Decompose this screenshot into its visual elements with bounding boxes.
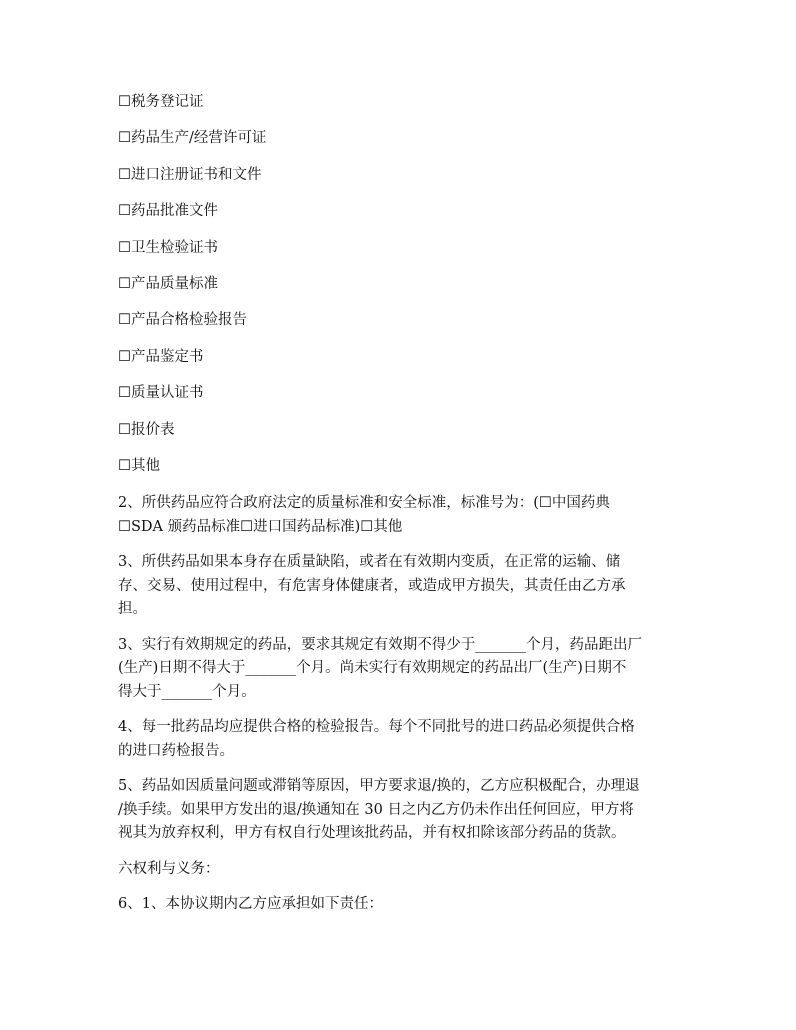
paragraph-expiry-requirement <box>118 634 698 705</box>
checklist-item-inspection-report: ☐产品合格检验报告 <box>118 312 247 329</box>
paragraph-line: /换手续。如果甲方发出的退/换通知在 30 日之内乙方仍未作出任何回应，甲方将 <box>118 801 634 818</box>
document-body <box>118 92 698 929</box>
paragraph-line: 的进口药检报告。 <box>118 742 234 759</box>
paragraph-quality-standard <box>118 492 698 539</box>
section-heading-rights-obligations <box>118 858 698 882</box>
paragraph-line: 视其为放弃权利，甲方有权自行处理该批药品，并有权扣除该部分药品的货款。 <box>118 825 626 842</box>
checklist-item-import-registration: ☐进口注册证书和文件 <box>118 166 262 183</box>
paragraph-line: 4、每一批药品均应提供合格的检验报告。每个不同批号的进口药品必须提供合格 <box>118 719 635 736</box>
paragraph-party-b-responsibilities <box>118 893 698 917</box>
paragraph-line: 6、1、本协议期内乙方应承担如下责任： <box>118 896 383 913</box>
paragraph-line: 2、所供药品应符合政府法定的质量标准和安全标准，标准号为：(☐中国药典 <box>118 495 610 512</box>
paragraph-line: 存、交易、使用过程中，有危害身体健康者，或造成甲方损失，其责任由乙方承 <box>118 577 626 594</box>
checklist-item-approval-document: ☐药品批准文件 <box>118 203 218 220</box>
paragraph-line: ☐SDA 颁药品标准☐进口国药品标准)☐其他 <box>118 518 403 535</box>
paragraph-return-exchange <box>118 775 698 846</box>
checklist-item-other: ☐其他 <box>118 457 160 474</box>
paragraph-inspection-report <box>118 716 698 763</box>
checklist-item-production-license: ☐药品生产/经营许可证 <box>118 130 267 147</box>
checklist-item-price-list: ☐报价表 <box>118 421 175 438</box>
paragraph-line: 3、实行有效期规定的药品，要求其规定有效期不得少于_______个月，药品距出厂 <box>118 636 642 653</box>
paragraph-line: 3、所供药品如果本身存在质量缺陷，或者在有效期内变质，在正常的运输、储 <box>118 554 621 571</box>
checklist-item-quality-certification: ☐质量认证书 <box>118 385 204 402</box>
checklist-item-tax-registration: ☐税务登记证 <box>118 94 204 110</box>
paragraph-line: 得大于_______个月。 <box>118 683 256 700</box>
checklist-item-appraisal-certificate: ☐产品鉴定书 <box>118 348 204 365</box>
paragraph-line: 担。 <box>118 601 147 618</box>
paragraph-line: 5、药品如因质量问题或滞销等原因，甲方要求退/换的，乙方应积极配合，办理退 <box>118 778 640 795</box>
checklist-item-quality-standard: ☐产品质量标准 <box>118 275 218 292</box>
section-heading: 六权利与义务： <box>118 860 220 877</box>
paragraph-quality-defect-liability <box>118 551 698 622</box>
checklist-item-health-certificate: ☐卫生检验证书 <box>118 239 218 256</box>
paragraph-line: (生产)日期不得大于_______个月。尚未实行有效期规定的药品出厂(生产)日期不 <box>118 660 627 677</box>
